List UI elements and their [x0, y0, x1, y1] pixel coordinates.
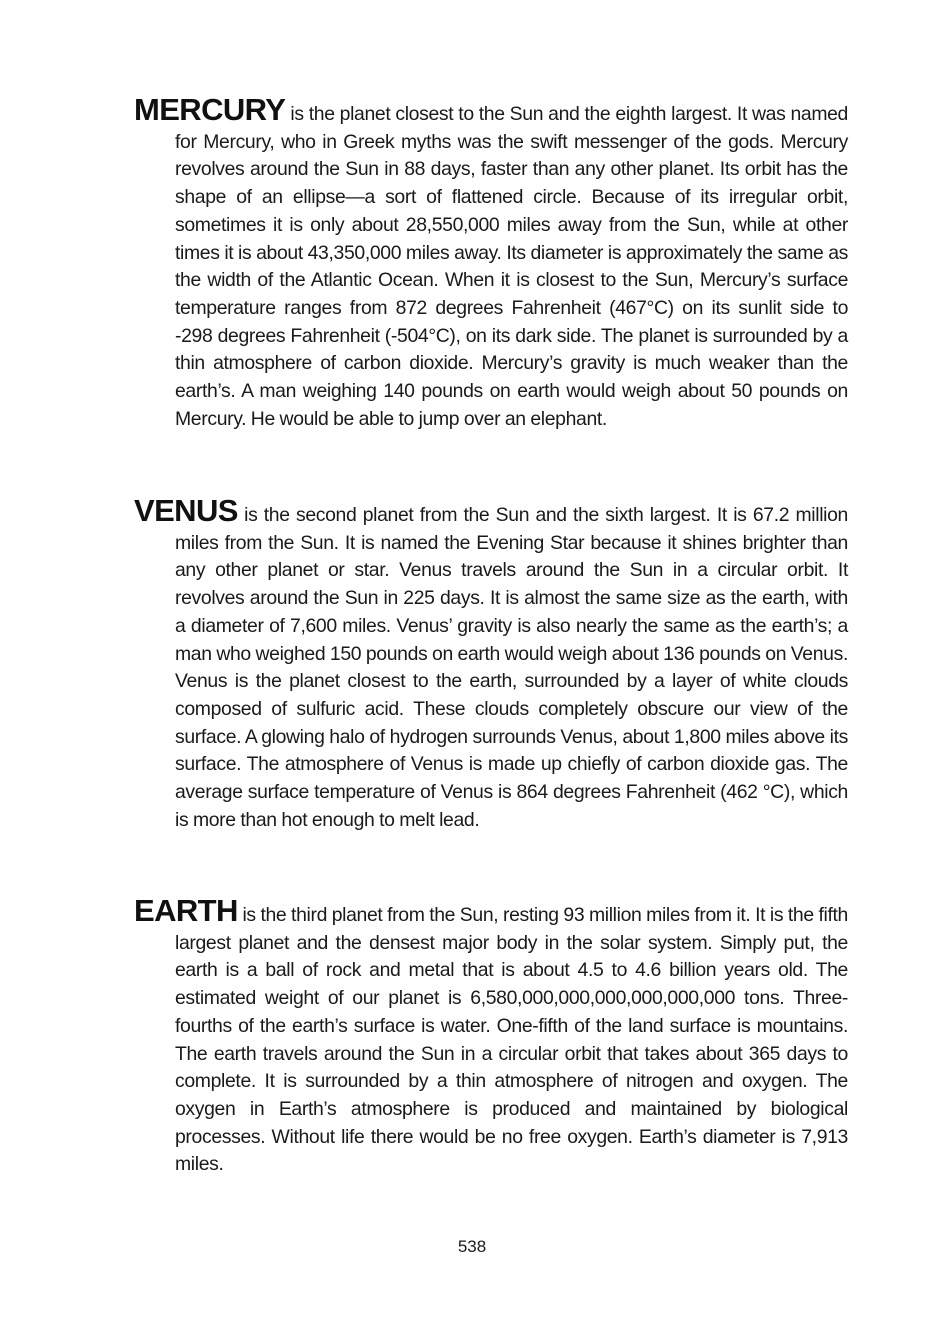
entry-venus — [134, 493, 848, 834]
entry-mercury — [134, 92, 848, 433]
entry-term: VENUS — [134, 493, 238, 528]
entry-text: is the planet closest to the Sun and the eighth largest. It was named for Mercury, who in Greek myths was the swift messenger of the gods. Mercury revolves around the Sun in 88 days, faster than any other planet. Its orbit has the shape of an ellipse—a sort of flattened circle. Because of its irregular orbit, sometimes it is only about 28,550,000 miles away from the Sun, while at other times it is about 43,350,000 miles away. Its diameter is approximately the same as the width of the Atlantic Ocean. When it is closest to the Sun, Mercury’s surface temperature ranges from 872 degrees Fahrenheit (467°C) on its sunlit side to -298 degrees Fahrenheit (-504°C), on its dark side. The planet is surrounded by a thin atmosphere of carbon dioxide. Mercury’s gravity is much weaker than the earth’s. A man weighing 140 pounds on earth would weigh about 50 pounds on Mercury. He would be able to jump over an elephant. — [175, 103, 848, 430]
entry-text: is the third planet from the Sun, resting 93 million miles from it. It is the fifth largest planet and the densest major body in the solar system. Simply put, the earth is a ball of rock and metal that is about 4.5 to 4.6 billion years old. The estimated weight of our planet is 6,580,000,000,000,000,000,000 tons. Three-fourths of the earth’s surface is water. One-fifth of the land surface is mountains. The earth travels around the Sun in a circular orbit that takes about 365 days to complete. It is surrounded by a thin atmosphere of nitrogen and oxygen. The oxygen in Earth’s atmosphere is produced and maintained by biological processes. Without life there would be no free oxygen. Earth’s diameter is 7,913 miles. — [175, 904, 848, 1176]
page-number: 538 — [457, 1237, 487, 1256]
entry-term: MERCURY — [134, 92, 286, 127]
entry-text: is the second planet from the Sun and the sixth largest. It is 67.2 million miles from the Sun. It is named the Evening Star because it shines brighter than any other planet or star. Venus travels around the Sun in a circular orbit. It revolves around the Sun in 225 days. It is almost the same size as the earth, with a diameter of 7,600 miles. Venus’ gravity is also nearly the same as the earth’s; a man who weighed 150 pounds on earth would weigh about 136 pounds on Venus. Venus is the planet closest to the earth, surrounded by a layer of white clouds composed of sulfuric acid. These clouds completely obscure our view of the surface. A glowing halo of hydrogen surrounds Venus, about 1,800 miles above its surface. The atmosphere of Venus is made up chiefly of carbon dioxide gas. The average surface temperature of Venus is 864 degrees Fahrenheit (462 °C), which is more than hot enough to melt lead. — [175, 504, 848, 831]
entry-term: EARTH — [134, 893, 238, 928]
entry-earth — [134, 893, 848, 1179]
